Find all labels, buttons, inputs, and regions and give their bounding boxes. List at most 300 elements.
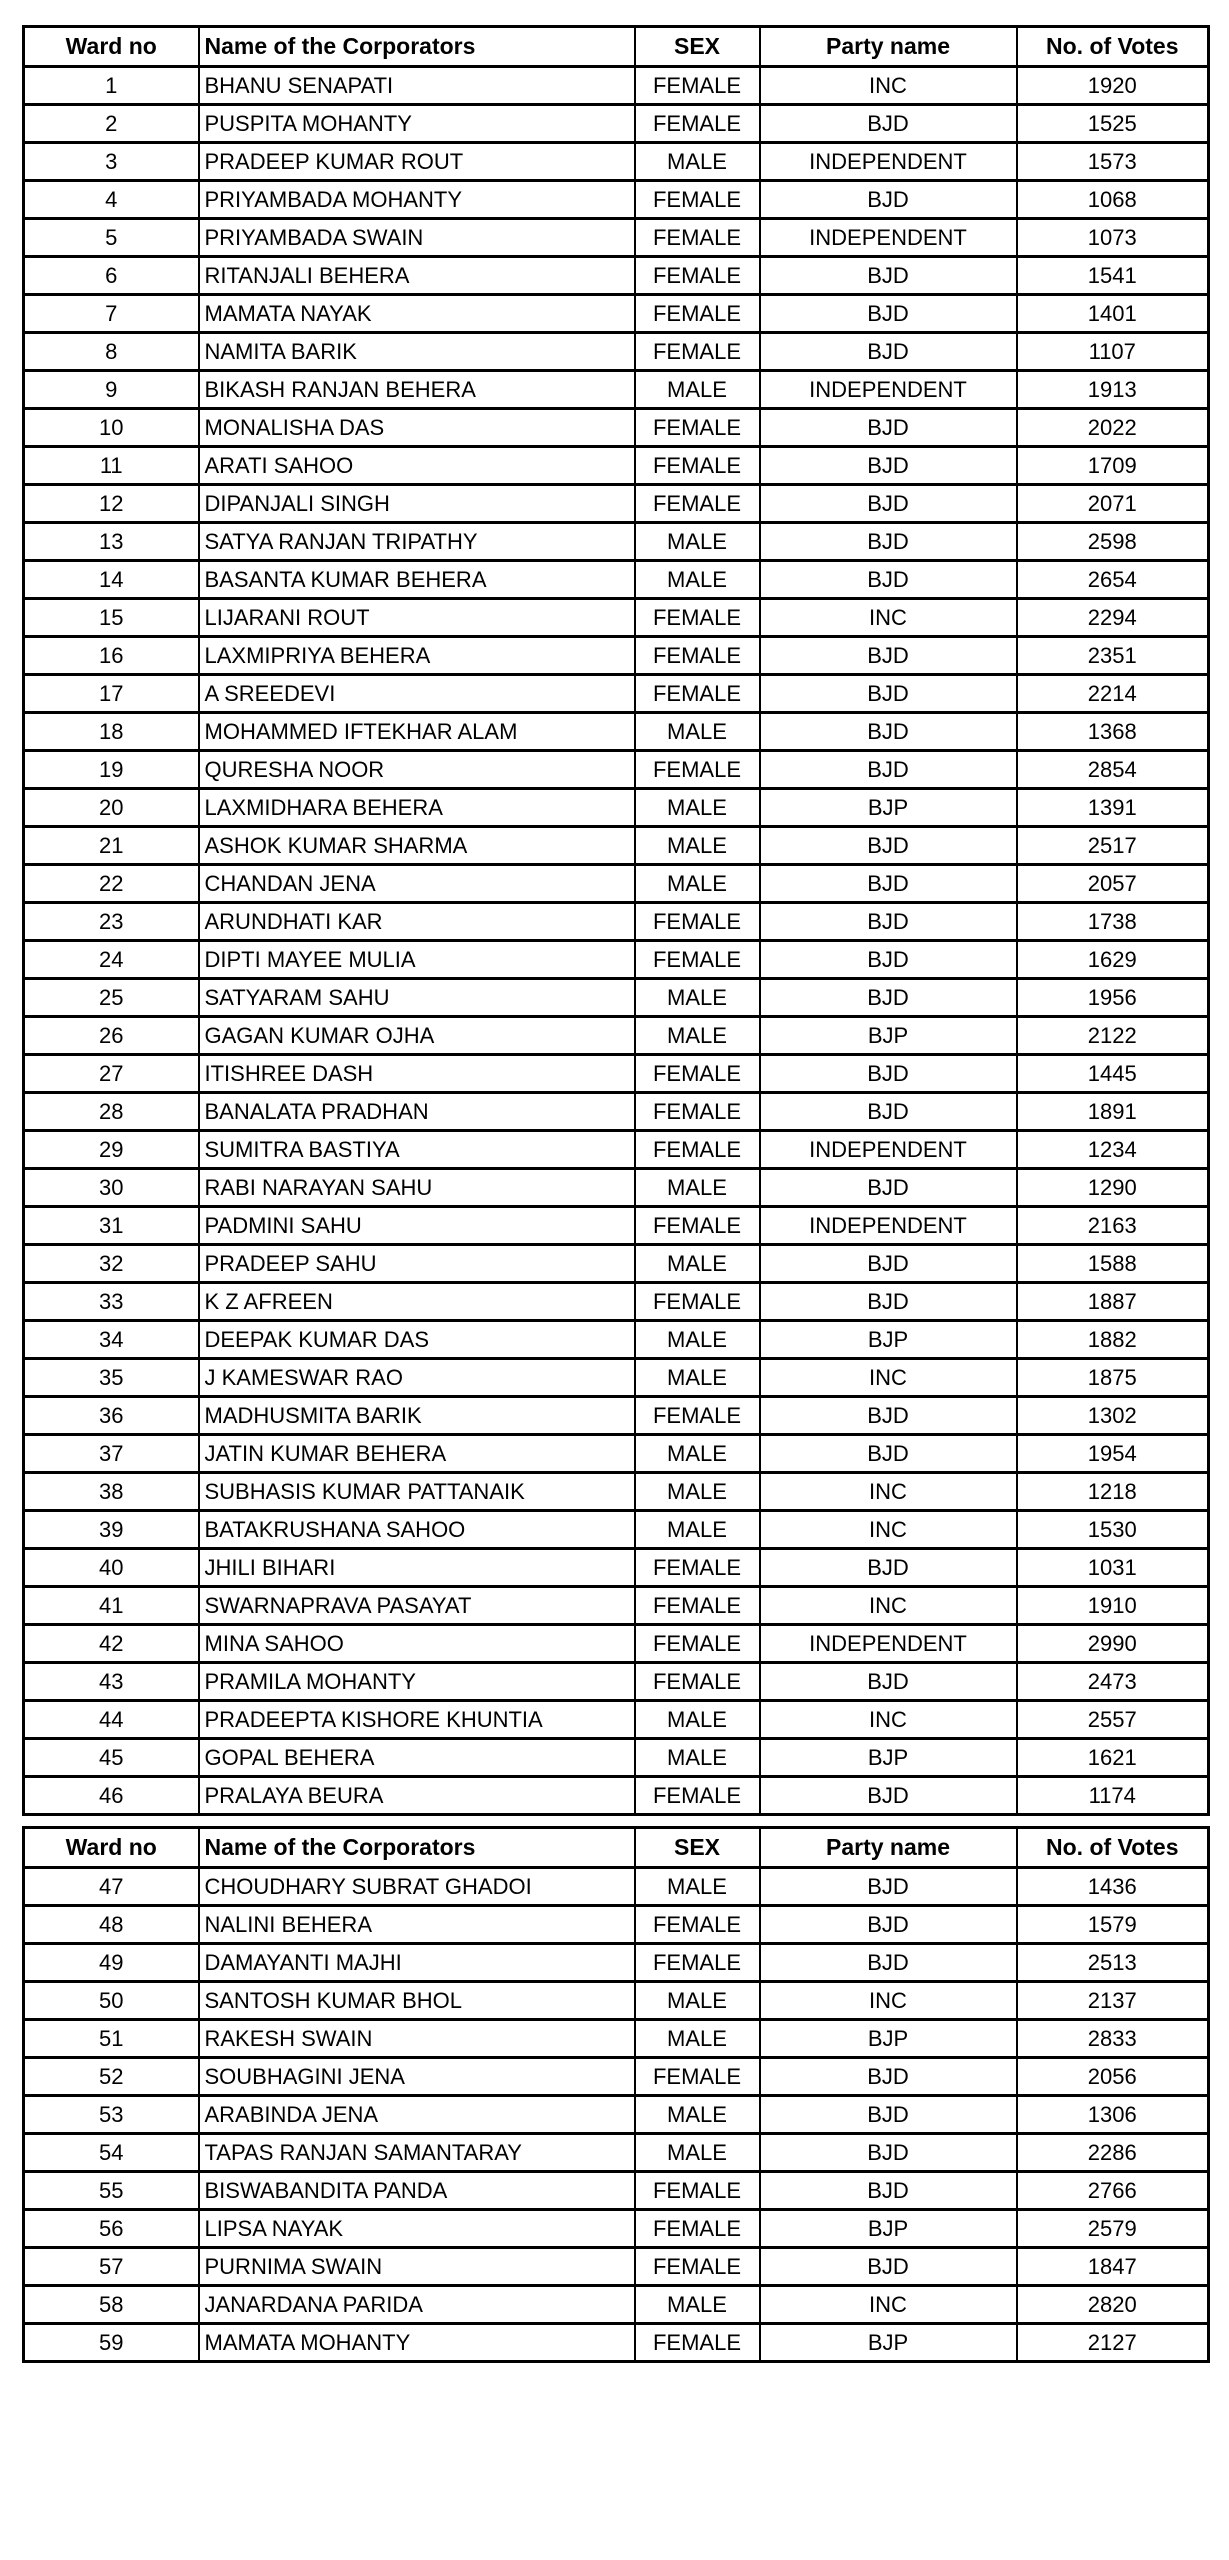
name-cell: PADMINI SAHU (199, 1207, 635, 1245)
table-header (24, 1828, 1209, 1868)
ward-cell: 23 (24, 903, 199, 941)
votes-cell: 1738 (1017, 903, 1209, 941)
sex-cell: FEMALE (635, 2324, 760, 2362)
sex-cell: FEMALE (635, 1055, 760, 1093)
sex-cell: FEMALE (635, 1131, 760, 1169)
header-votes: No. of Votes (1017, 1828, 1209, 1868)
party-cell: BJD (760, 295, 1017, 333)
votes-cell: 2990 (1017, 1625, 1209, 1663)
ward-cell: 24 (24, 941, 199, 979)
name-cell: ITISHREE DASH (199, 1055, 635, 1093)
ward-cell: 14 (24, 561, 199, 599)
table-row (24, 675, 1209, 713)
name-cell: DIPANJALI SINGH (199, 485, 635, 523)
party-cell: BJD (760, 2248, 1017, 2286)
votes-cell: 1401 (1017, 295, 1209, 333)
name-cell: LAXMIPRIYA BEHERA (199, 637, 635, 675)
name-cell: RITANJALI BEHERA (199, 257, 635, 295)
sex-cell: MALE (635, 561, 760, 599)
ward-cell: 30 (24, 1169, 199, 1207)
table-row (24, 789, 1209, 827)
name-cell: SATYA RANJAN TRIPATHY (199, 523, 635, 561)
table-row (24, 371, 1209, 409)
votes-cell: 2517 (1017, 827, 1209, 865)
sex-cell: MALE (635, 1245, 760, 1283)
name-cell: J KAMESWAR RAO (199, 1359, 635, 1397)
sex-cell: FEMALE (635, 1549, 760, 1587)
votes-cell: 2833 (1017, 2020, 1209, 2058)
party-cell: BJD (760, 1055, 1017, 1093)
table-body (24, 67, 1209, 1815)
sex-cell: MALE (635, 827, 760, 865)
name-cell: A SREEDEVI (199, 675, 635, 713)
ward-cell: 16 (24, 637, 199, 675)
table-row (24, 1663, 1209, 1701)
ward-cell: 2 (24, 105, 199, 143)
sex-cell: FEMALE (635, 1207, 760, 1245)
ward-cell: 12 (24, 485, 199, 523)
sex-cell: MALE (635, 1169, 760, 1207)
party-cell: BJD (760, 979, 1017, 1017)
votes-cell: 2654 (1017, 561, 1209, 599)
votes-cell: 2286 (1017, 2134, 1209, 2172)
party-cell: BJD (760, 2058, 1017, 2096)
ward-cell: 32 (24, 1245, 199, 1283)
name-cell: BISWABANDITA PANDA (199, 2172, 635, 2210)
name-cell: MADHUSMITA BARIK (199, 1397, 635, 1435)
name-cell: PRADEEP KUMAR ROUT (199, 143, 635, 181)
votes-cell: 2820 (1017, 2286, 1209, 2324)
party-cell: INC (760, 1359, 1017, 1397)
sex-cell: MALE (635, 523, 760, 561)
table-row (24, 1701, 1209, 1739)
sex-cell: MALE (635, 1868, 760, 1906)
party-cell: BJD (760, 523, 1017, 561)
votes-cell: 1573 (1017, 143, 1209, 181)
ward-cell: 56 (24, 2210, 199, 2248)
party-cell: BJD (760, 2134, 1017, 2172)
party-cell: BJP (760, 2020, 1017, 2058)
votes-cell: 1920 (1017, 67, 1209, 105)
name-cell: ASHOK KUMAR SHARMA (199, 827, 635, 865)
votes-cell: 2294 (1017, 599, 1209, 637)
ward-cell: 5 (24, 219, 199, 257)
votes-cell: 1954 (1017, 1435, 1209, 1473)
name-cell: PRALAYA BEURA (199, 1777, 635, 1815)
results-table-section-1 (22, 25, 1210, 1816)
name-cell: LIPSA NAYAK (199, 2210, 635, 2248)
table-row (24, 1397, 1209, 1435)
sex-cell: FEMALE (635, 1283, 760, 1321)
party-cell: INC (760, 1587, 1017, 1625)
ward-cell: 43 (24, 1663, 199, 1701)
ward-cell: 20 (24, 789, 199, 827)
ward-cell: 33 (24, 1283, 199, 1321)
sex-cell: FEMALE (635, 903, 760, 941)
table-row (24, 2324, 1209, 2362)
ward-cell: 42 (24, 1625, 199, 1663)
votes-cell: 2351 (1017, 637, 1209, 675)
ward-cell: 49 (24, 1944, 199, 1982)
sex-cell: FEMALE (635, 675, 760, 713)
sex-cell: FEMALE (635, 333, 760, 371)
votes-cell: 2056 (1017, 2058, 1209, 2096)
party-cell: BJD (760, 1549, 1017, 1587)
sex-cell: FEMALE (635, 409, 760, 447)
name-cell: ARUNDHATI KAR (199, 903, 635, 941)
table-row (24, 979, 1209, 1017)
name-cell: LAXMIDHARA BEHERA (199, 789, 635, 827)
votes-cell: 1234 (1017, 1131, 1209, 1169)
name-cell: K Z AFREEN (199, 1283, 635, 1321)
table-row (24, 1625, 1209, 1663)
sex-cell: FEMALE (635, 1906, 760, 1944)
ward-cell: 4 (24, 181, 199, 219)
table-row (24, 1435, 1209, 1473)
sex-cell: FEMALE (635, 1587, 760, 1625)
table-row (24, 713, 1209, 751)
party-cell: INC (760, 1511, 1017, 1549)
party-cell: BJD (760, 1169, 1017, 1207)
votes-cell: 2473 (1017, 1663, 1209, 1701)
ward-cell: 51 (24, 2020, 199, 2058)
sex-cell: MALE (635, 2134, 760, 2172)
sex-cell: FEMALE (635, 181, 760, 219)
name-cell: BATAKRUSHANA SAHOO (199, 1511, 635, 1549)
sex-cell: MALE (635, 2020, 760, 2058)
ward-cell: 36 (24, 1397, 199, 1435)
table-row (24, 1169, 1209, 1207)
table-row (24, 1868, 1209, 1906)
ward-cell: 19 (24, 751, 199, 789)
party-cell: INC (760, 1473, 1017, 1511)
party-cell: BJD (760, 827, 1017, 865)
header-votes: No. of Votes (1017, 27, 1209, 67)
table-row (24, 1359, 1209, 1397)
table-header (24, 27, 1209, 67)
table-row (24, 637, 1209, 675)
table-row (24, 1131, 1209, 1169)
table-row (24, 2058, 1209, 2096)
table-row (24, 751, 1209, 789)
table-row (24, 903, 1209, 941)
party-cell: BJD (760, 1093, 1017, 1131)
party-cell: BJD (760, 1663, 1017, 1701)
name-cell: MAMATA MOHANTY (199, 2324, 635, 2362)
party-cell: BJD (760, 485, 1017, 523)
votes-cell: 1709 (1017, 447, 1209, 485)
votes-cell: 2598 (1017, 523, 1209, 561)
party-cell: INDEPENDENT (760, 1131, 1017, 1169)
party-cell: BJP (760, 1739, 1017, 1777)
ward-cell: 46 (24, 1777, 199, 1815)
votes-cell: 1107 (1017, 333, 1209, 371)
sex-cell: FEMALE (635, 67, 760, 105)
name-cell: BANALATA PRADHAN (199, 1093, 635, 1131)
sex-cell: FEMALE (635, 2172, 760, 2210)
name-cell: MINA SAHOO (199, 1625, 635, 1663)
sex-cell: FEMALE (635, 447, 760, 485)
table-row (24, 485, 1209, 523)
party-cell: BJP (760, 2210, 1017, 2248)
header-row (24, 27, 1209, 67)
table-row (24, 2134, 1209, 2172)
sex-cell: FEMALE (635, 1663, 760, 1701)
party-cell: INDEPENDENT (760, 1207, 1017, 1245)
ward-cell: 50 (24, 1982, 199, 2020)
table-row (24, 1055, 1209, 1093)
sex-cell: MALE (635, 1017, 760, 1055)
ward-cell: 40 (24, 1549, 199, 1587)
header-sex: SEX (635, 1828, 760, 1868)
ward-cell: 27 (24, 1055, 199, 1093)
table-row (24, 599, 1209, 637)
table-row (24, 219, 1209, 257)
ward-cell: 22 (24, 865, 199, 903)
ward-cell: 1 (24, 67, 199, 105)
table-row (24, 1982, 1209, 2020)
table-row (24, 1473, 1209, 1511)
header-ward: Ward no (24, 27, 199, 67)
ward-cell: 41 (24, 1587, 199, 1625)
name-cell: CHANDAN JENA (199, 865, 635, 903)
table-row (24, 447, 1209, 485)
sex-cell: MALE (635, 1321, 760, 1359)
ward-cell: 26 (24, 1017, 199, 1055)
table-row (24, 333, 1209, 371)
party-cell: BJD (760, 1777, 1017, 1815)
sex-cell: MALE (635, 371, 760, 409)
name-cell: SANTOSH KUMAR BHOL (199, 1982, 635, 2020)
table-row (24, 1207, 1209, 1245)
name-cell: DIPTI MAYEE MULIA (199, 941, 635, 979)
party-cell: INDEPENDENT (760, 143, 1017, 181)
ward-cell: 3 (24, 143, 199, 181)
party-cell: BJD (760, 561, 1017, 599)
name-cell: BASANTA KUMAR BEHERA (199, 561, 635, 599)
party-cell: INC (760, 67, 1017, 105)
sex-cell: MALE (635, 143, 760, 181)
sex-cell: FEMALE (635, 599, 760, 637)
party-cell: BJP (760, 789, 1017, 827)
sex-cell: FEMALE (635, 219, 760, 257)
votes-cell: 1174 (1017, 1777, 1209, 1815)
ward-cell: 59 (24, 2324, 199, 2362)
party-cell: BJD (760, 1906, 1017, 1944)
party-cell: BJD (760, 1397, 1017, 1435)
sex-cell: FEMALE (635, 2210, 760, 2248)
votes-cell: 1910 (1017, 1587, 1209, 1625)
sex-cell: MALE (635, 789, 760, 827)
party-cell: BJD (760, 447, 1017, 485)
votes-cell: 1956 (1017, 979, 1209, 1017)
votes-cell: 2163 (1017, 1207, 1209, 1245)
sex-cell: MALE (635, 1511, 760, 1549)
ward-cell: 31 (24, 1207, 199, 1245)
name-cell: MONALISHA DAS (199, 409, 635, 447)
name-cell: SOUBHAGINI JENA (199, 2058, 635, 2096)
sex-cell: FEMALE (635, 1093, 760, 1131)
votes-cell: 1882 (1017, 1321, 1209, 1359)
name-cell: PRIYAMBADA SWAIN (199, 219, 635, 257)
name-cell: ARABINDA JENA (199, 2096, 635, 2134)
name-cell: PRIYAMBADA MOHANTY (199, 181, 635, 219)
ward-cell: 35 (24, 1359, 199, 1397)
party-cell: INC (760, 2286, 1017, 2324)
votes-cell: 2854 (1017, 751, 1209, 789)
sex-cell: FEMALE (635, 1397, 760, 1435)
party-cell: INC (760, 599, 1017, 637)
table-body (24, 1868, 1209, 2362)
votes-cell: 1302 (1017, 1397, 1209, 1435)
party-cell: INDEPENDENT (760, 1625, 1017, 1663)
header-name: Name of the Corporators (199, 1828, 635, 1868)
ward-cell: 18 (24, 713, 199, 751)
name-cell: QURESHA NOOR (199, 751, 635, 789)
votes-cell: 1588 (1017, 1245, 1209, 1283)
votes-cell: 2214 (1017, 675, 1209, 713)
table-row (24, 143, 1209, 181)
ward-cell: 57 (24, 2248, 199, 2286)
party-cell: INDEPENDENT (760, 219, 1017, 257)
sex-cell: FEMALE (635, 1625, 760, 1663)
sex-cell: MALE (635, 979, 760, 1017)
votes-cell: 2122 (1017, 1017, 1209, 1055)
votes-cell: 1436 (1017, 1868, 1209, 1906)
table-row (24, 1906, 1209, 1944)
party-cell: BJD (760, 903, 1017, 941)
ward-cell: 28 (24, 1093, 199, 1131)
votes-cell: 2557 (1017, 1701, 1209, 1739)
table-row (24, 561, 1209, 599)
ward-cell: 39 (24, 1511, 199, 1549)
sex-cell: MALE (635, 1982, 760, 2020)
name-cell: PRAMILA MOHANTY (199, 1663, 635, 1701)
name-cell: PURNIMA SWAIN (199, 2248, 635, 2286)
ward-cell: 10 (24, 409, 199, 447)
table-row (24, 105, 1209, 143)
ward-cell: 54 (24, 2134, 199, 2172)
ward-cell: 37 (24, 1435, 199, 1473)
party-cell: BJD (760, 941, 1017, 979)
table-row (24, 1017, 1209, 1055)
votes-cell: 2766 (1017, 2172, 1209, 2210)
party-cell: BJD (760, 1435, 1017, 1473)
table-row (24, 941, 1209, 979)
table-row (24, 1549, 1209, 1587)
sex-cell: MALE (635, 1435, 760, 1473)
header-name: Name of the Corporators (199, 27, 635, 67)
name-cell: GAGAN KUMAR OJHA (199, 1017, 635, 1055)
name-cell: PUSPITA MOHANTY (199, 105, 635, 143)
table-row (24, 2210, 1209, 2248)
results-table-section-2 (22, 1826, 1210, 2363)
name-cell: SWARNAPRAVA PASAYAT (199, 1587, 635, 1625)
ward-cell: 38 (24, 1473, 199, 1511)
header-party: Party name (760, 1828, 1017, 1868)
party-cell: BJP (760, 1321, 1017, 1359)
ward-cell: 21 (24, 827, 199, 865)
votes-cell: 2127 (1017, 2324, 1209, 2362)
sex-cell: MALE (635, 713, 760, 751)
party-cell: BJD (760, 675, 1017, 713)
party-cell: BJD (760, 2096, 1017, 2134)
name-cell: RAKESH SWAIN (199, 2020, 635, 2058)
name-cell: TAPAS RANJAN SAMANTARAY (199, 2134, 635, 2172)
ward-cell: 34 (24, 1321, 199, 1359)
votes-cell: 1913 (1017, 371, 1209, 409)
name-cell: JHILI BIHARI (199, 1549, 635, 1587)
votes-cell: 1218 (1017, 1473, 1209, 1511)
votes-cell: 1290 (1017, 1169, 1209, 1207)
party-cell: BJD (760, 1868, 1017, 1906)
table-row (24, 181, 1209, 219)
table-row (24, 1777, 1209, 1815)
party-cell: BJD (760, 865, 1017, 903)
table-row (24, 1739, 1209, 1777)
sex-cell: FEMALE (635, 105, 760, 143)
ward-cell: 13 (24, 523, 199, 561)
votes-cell: 2071 (1017, 485, 1209, 523)
table-row (24, 295, 1209, 333)
ward-cell: 55 (24, 2172, 199, 2210)
votes-cell: 2057 (1017, 865, 1209, 903)
table-row (24, 1587, 1209, 1625)
party-cell: INDEPENDENT (760, 371, 1017, 409)
sex-cell: MALE (635, 1473, 760, 1511)
name-cell: RABI NARAYAN SAHU (199, 1169, 635, 1207)
votes-cell: 2513 (1017, 1944, 1209, 1982)
sex-cell: FEMALE (635, 751, 760, 789)
name-cell: ARATI SAHOO (199, 447, 635, 485)
ward-cell: 52 (24, 2058, 199, 2096)
table-row (24, 257, 1209, 295)
party-cell: BJD (760, 751, 1017, 789)
ward-cell: 11 (24, 447, 199, 485)
sex-cell: FEMALE (635, 637, 760, 675)
votes-cell: 1579 (1017, 1906, 1209, 1944)
name-cell: GOPAL BEHERA (199, 1739, 635, 1777)
name-cell: SATYARAM SAHU (199, 979, 635, 1017)
ward-cell: 9 (24, 371, 199, 409)
name-cell: CHOUDHARY SUBRAT GHADOI (199, 1868, 635, 1906)
name-cell: LIJARANI ROUT (199, 599, 635, 637)
name-cell: DAMAYANTI MAJHI (199, 1944, 635, 1982)
name-cell: NALINI BEHERA (199, 1906, 635, 1944)
ward-cell: 45 (24, 1739, 199, 1777)
name-cell: SUBHASIS KUMAR PATTANAIK (199, 1473, 635, 1511)
party-cell: BJD (760, 2172, 1017, 2210)
party-cell: BJD (760, 1283, 1017, 1321)
ward-cell: 17 (24, 675, 199, 713)
votes-cell: 2579 (1017, 2210, 1209, 2248)
party-cell: INC (760, 1701, 1017, 1739)
party-cell: INC (760, 1982, 1017, 2020)
sex-cell: MALE (635, 2096, 760, 2134)
votes-cell: 1847 (1017, 2248, 1209, 2286)
ward-cell: 29 (24, 1131, 199, 1169)
table-row (24, 1944, 1209, 1982)
votes-cell: 1891 (1017, 1093, 1209, 1131)
votes-cell: 1525 (1017, 105, 1209, 143)
sex-cell: FEMALE (635, 941, 760, 979)
votes-cell: 2137 (1017, 1982, 1209, 2020)
votes-cell: 1368 (1017, 713, 1209, 751)
header-row (24, 1828, 1209, 1868)
ward-cell: 8 (24, 333, 199, 371)
name-cell: PRADEEPTA KISHORE KHUNTIA (199, 1701, 635, 1739)
votes-cell: 1875 (1017, 1359, 1209, 1397)
